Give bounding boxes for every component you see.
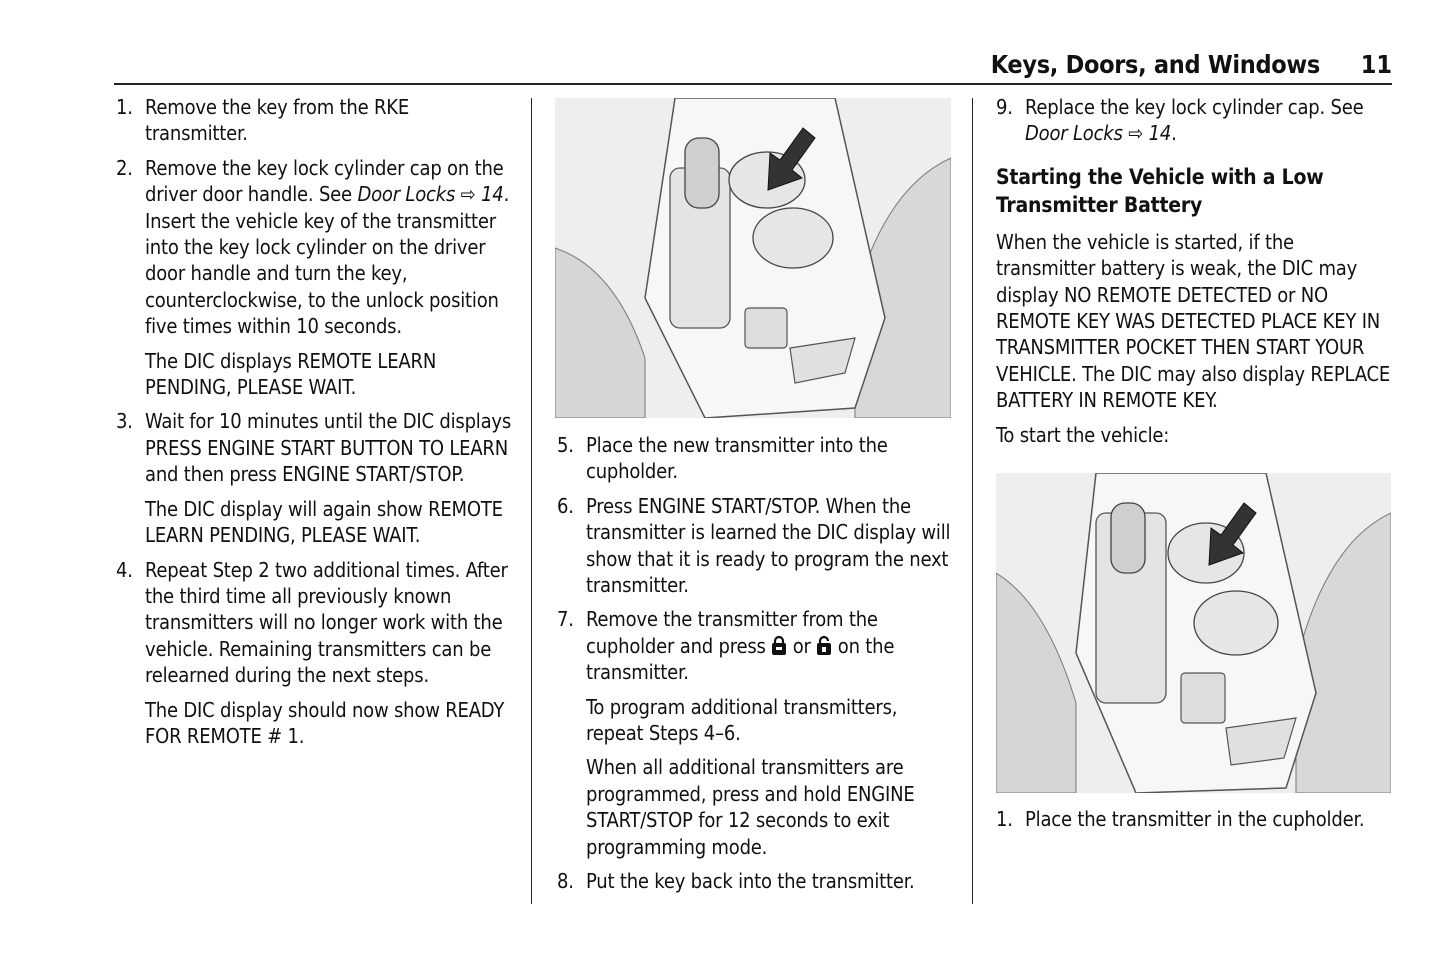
cupholder-illustration	[555, 98, 951, 418]
list-item	[116, 557, 516, 750]
step-text: Remove the transmitter from the cupholder and press or on the transmitter.	[586, 607, 895, 685]
step-number: 4.	[116, 557, 133, 582]
page-number: 11	[1360, 50, 1392, 79]
list-item	[116, 155, 516, 401]
step-list	[996, 806, 1391, 840]
list-item	[557, 493, 957, 599]
step-number: 2.	[116, 155, 133, 180]
lock-icon	[771, 636, 787, 656]
paragraph: To start the vehicle:	[996, 422, 1170, 447]
cross-reference-link[interactable]: Door Locks ⇨ 14	[1025, 121, 1172, 146]
step-note: To program additional transmitters, repeat Steps 4–6.	[586, 694, 898, 746]
step-number: 1.	[996, 807, 1013, 831]
step-text: Remove the key lock cylinder cap on the driver door handle. See Door Locks ⇨ 14. Insert the vehicle key of the transmitter into the key lock cylinder on the driver door handle and turn the key, counterclockwise, to the unlock position five times within 10 seconds.	[145, 155, 510, 339]
step-number: 5.	[557, 433, 574, 457]
step-text: Put the key back into the transmitter.	[586, 869, 915, 894]
list-item	[996, 806, 1391, 832]
step-text: Repeat Step 2 two additional times. After the third time all previously known transmitters will no longer work with the vehicle. Remaining transmitters can be relearned during the next steps.	[145, 557, 508, 688]
cross-reference-link[interactable]: Door Locks ⇨ 14	[357, 182, 504, 207]
step-text: Remove the key from the RKE transmitter.	[145, 95, 410, 146]
paragraph: When the vehicle is started, if the transmitter battery is weak, the DIC may display NO REMOTE DETECTED or NO REMOTE KEY WAS DETECTED PLACE KEY IN TRANSMITTER POCKET THEN START YOUR VEHICLE. The DIC may also display REPLACE BATTERY IN REMOTE KEY.	[996, 229, 1391, 413]
list-item	[557, 606, 957, 860]
step-text: Wait for 10 minutes until the DIC displays PRESS ENGINE START BUTTON TO LEARN and then press ENGINE START/STOP.	[145, 409, 512, 487]
step-number: 9.	[996, 95, 1013, 119]
page-arrow-icon: ⇨	[1128, 121, 1144, 146]
step-note: The DIC display will again show REMOTE LEARN PENDING, PLEASE WAIT.	[145, 496, 503, 548]
step-note: The DIC displays REMOTE LEARN PENDING, PLEASE WAIT.	[145, 348, 437, 400]
step-text: Place the new transmitter into the cupholder.	[586, 433, 888, 484]
page-arrow-icon: ⇨	[460, 182, 476, 207]
column-1	[116, 94, 516, 757]
step-number: 1.	[116, 95, 133, 119]
step-text: Place the transmitter in the cupholder.	[1025, 807, 1365, 831]
step-number: 3.	[116, 409, 133, 434]
step-note: When all additional transmitters are programmed, press and hold ENGINE START/STOP for 12 seconds to exit programming mode.	[586, 755, 915, 859]
section-title: Keys, Doors, and Windows	[990, 50, 1320, 79]
step-text: Press ENGINE START/STOP. When the transmitter is learned the DIC display will show that it is ready to program the next transmitter.	[586, 493, 951, 598]
column-divider	[531, 98, 532, 904]
step-note: The DIC display should now show READY FOR REMOTE # 1.	[145, 697, 505, 748]
list-item	[557, 868, 957, 894]
step-text: Replace the key lock cylinder cap. See Door Locks ⇨ 14.	[1025, 95, 1364, 146]
column-3	[996, 94, 1391, 831]
list-item	[996, 94, 1391, 147]
page-header	[114, 50, 1392, 85]
step-number: 6.	[557, 493, 574, 518]
step-number: 7.	[557, 607, 574, 632]
list-item	[116, 408, 516, 548]
column-divider	[972, 98, 973, 904]
step-number: 8.	[557, 869, 574, 894]
cupholder-illustration	[996, 473, 1391, 793]
unlock-icon	[816, 636, 832, 656]
step-list	[557, 432, 957, 903]
list-item	[116, 94, 516, 147]
list-item	[557, 432, 957, 485]
section-heading: Starting the Vehicle with a Low Transmitter Battery	[996, 164, 1324, 217]
